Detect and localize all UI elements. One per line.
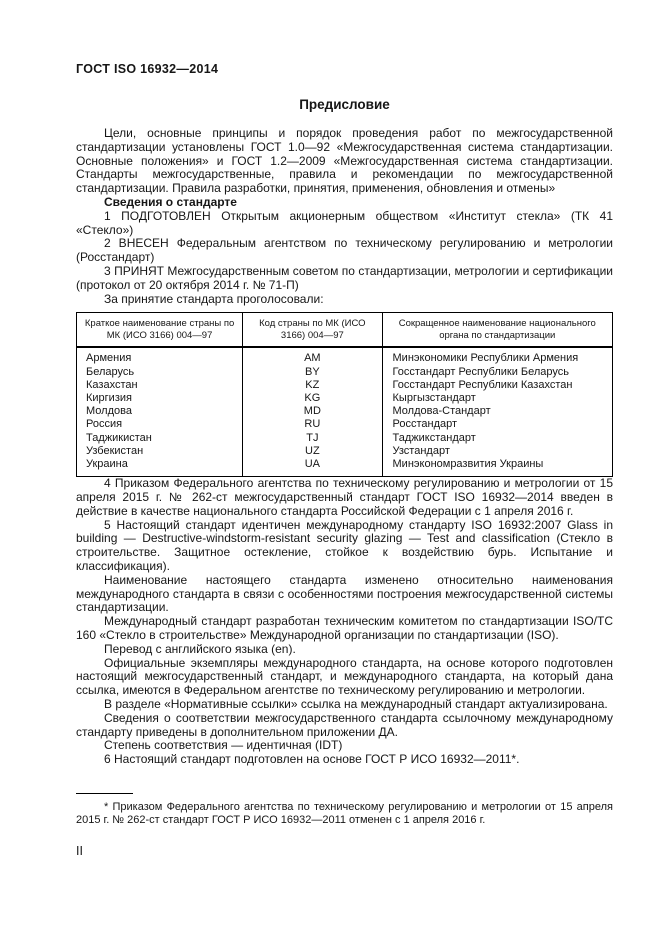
cell-country: Таджикистан — [86, 431, 152, 444]
cell-org: Узстандарт — [382, 445, 612, 458]
standard-info-heading: Сведения о стандарте — [104, 194, 237, 209]
clause-5-conformity-degree: Степень соответствия — идентичная (IDT) — [104, 738, 343, 753]
cell-code: UA — [243, 458, 382, 477]
table-header-row — [77, 313, 613, 348]
cell-org: Кыргызстандарт — [382, 392, 612, 405]
voting-countries-table — [76, 312, 613, 477]
cell-code: UZ — [243, 445, 382, 458]
clause-1-prepared: 1 ПОДГОТОВЛЕН Открытым акционерным обществом «Институт стекла» (ТК 41 «Стекло») — [76, 208, 613, 237]
cell-code: KG — [243, 392, 382, 405]
clause-5-identity: 5 Настоящий стандарт идентичен международному стандарту ISO 16932:2007 Glass in building — Destructive-windstorm-resistant security glazing — Test and classification (Стекло в строительстве. Защитное остекление, стойкое к воздействию бурь. Испытание и классификация). — [76, 517, 613, 573]
clause-2-submitted: 2 ВНЕСЕН Федеральным агентством по техническому регулированию и метрологии (Росстандарт) — [76, 236, 613, 265]
footnote-separator-rule — [76, 793, 133, 794]
vote-intro-line: За принятие стандарта проголосовали: — [104, 291, 324, 306]
table-row — [77, 366, 613, 379]
cell-code: MD — [243, 405, 382, 418]
cell-code: BY — [243, 366, 382, 379]
clause-5-translation: Перевод с английского языка (en). — [104, 641, 296, 656]
cell-code: AM — [243, 347, 382, 365]
footnote-block — [76, 793, 613, 827]
cell-code: RU — [243, 418, 382, 431]
cell-org: Таджикстандарт — [382, 432, 612, 445]
cell-country: Армения — [86, 352, 132, 365]
page-title: Предисловие — [299, 97, 390, 112]
clause-5-name-change: Наименование настоящего стандарта изменено относительно наименования международного стандарта в связи с особенностями построения межгосударственной системы стандартизации. — [76, 572, 613, 615]
cell-org: Госстандарт Республики Казахстан — [382, 379, 612, 392]
table-row — [77, 458, 613, 477]
cell-org: Росстандарт — [382, 418, 612, 431]
table-row — [77, 405, 613, 418]
cell-country: Россия — [86, 418, 123, 431]
intro-paragraph: Цели, основные принципы и порядок проведения работ по межгосударственной стандартизации установлены ГОСТ 1.0—92 «Межгосударственная система стандартизации. Основные положения» и ГОСТ 1.2—2009 «Межгосударственная система стандартизации. Стандарты межгосударственные, правила и рекомендации по межгосударственной стандартизации. Правила разработки, принятия, применения, обновления и отмены» — [76, 126, 613, 196]
document-designation: ГОСТ ISO 16932—2014 — [76, 62, 219, 76]
clause-6-basis: 6 Настоящий стандарт подготовлен на основе ГОСТ Р ИСО 16932—2011*. — [104, 752, 520, 767]
clause-4-enacted: 4 Приказом Федерального агентства по техническому регулированию и метрологии от 15 апреля 2015 г. № 262-ст межгосударственный стандарт ГОСТ ISO 16932—2014 введен в действие в качестве национального стандарта Российской Федерации с 1 апреля 2016 г. — [76, 476, 613, 518]
table-row — [77, 379, 613, 392]
cell-country: Киргизия — [86, 391, 132, 404]
cell-country: Молдова — [86, 405, 132, 418]
column-header-org: Сокращенное наименование национального органа по стандартизации — [382, 313, 612, 348]
page-number: II — [76, 844, 83, 859]
clause-5-developer: Международный стандарт разработан техническим комитетом по стандартизации ISO/TC 160 «Стекло в строительстве» Международной организации по стандартизации (ISO). — [76, 614, 613, 642]
cell-country: Украина — [86, 457, 128, 470]
cell-org: Минэкономразвития Украины — [382, 458, 612, 477]
column-header-country: Краткое наименование страны по МК (ИСО 3166) 004—97 — [77, 313, 243, 348]
cell-code: KZ — [243, 379, 382, 392]
page-content — [76, 62, 613, 858]
cell-country: Узбекистан — [86, 444, 144, 457]
cell-org: Молдова-Стандарт — [382, 405, 612, 418]
clause-3-adopted: 3 ПРИНЯТ Межгосударственным советом по стандартизации, метрологии и сертификации (протокол от 20 октября 2014 г. № 71-П) — [76, 263, 613, 292]
cell-org: Минэкономики Республики Армения — [382, 347, 612, 365]
cell-country: Казахстан — [86, 378, 138, 391]
table-row — [77, 432, 613, 445]
clause-5-official-copies: Официальные экземпляры международного стандарта, на основе которого подготовлен настоящий межгосударственный стандарт, и международного стандарта, на который дана ссылка, имеются в Федеральном агентстве по техническому регулированию и метрологии. — [76, 655, 613, 698]
column-header-code: Код страны по МК (ИСО 3166) 004—97 — [243, 313, 382, 348]
cell-org: Госстандарт Республики Беларусь — [382, 366, 612, 379]
cell-country: Беларусь — [86, 365, 135, 378]
table-row — [77, 445, 613, 458]
table-row — [77, 392, 613, 405]
table-row — [77, 418, 613, 431]
cell-code: TJ — [243, 432, 382, 445]
table-row — [77, 347, 613, 365]
clause-5-annex-da: Сведения о соответствии межгосударственного стандарта ссылочному международному стандарту приведены в дополнительном приложении ДА. — [76, 710, 613, 739]
clause-5-normative-refs: В разделе «Нормативные ссылки» ссылка на международный стандарт актуализирована. — [104, 696, 608, 711]
footnote-text: * Приказом Федерального агентства по техническому регулированию и метрологии от 15 апреля 2015 г. № 262-ст стандарт ГОСТ Р ИСО 16932—2011 отменен с 1 апреля 2016 г. — [76, 800, 613, 827]
